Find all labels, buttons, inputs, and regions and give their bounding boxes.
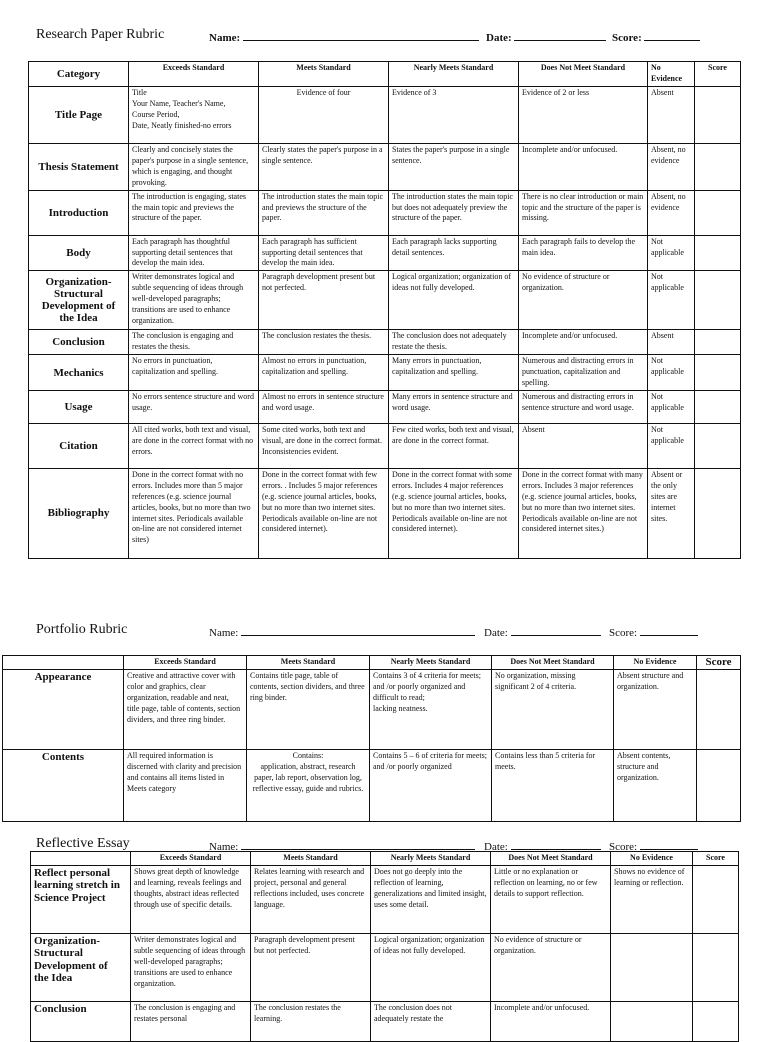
category-cell: Contents (3, 749, 124, 821)
exceeds-cell: Creative and attractive cover with color and graphics, clear organization, readable and neat, title page, table of contents, section dividers, and three ring binder. (124, 669, 247, 749)
does-not-meet-cell: There is no clear introduction or main topic and the structure of the paper is missing. (519, 190, 648, 235)
meets-cell: Almost no errors in punctuation, capitalization and spelling. (259, 355, 389, 391)
no-evidence-cell: Shows no evidence of learning or reflection. (611, 865, 693, 933)
exceeds-cell: Each paragraph has thoughtful supporting detail sentences that develop the main idea. (129, 235, 259, 271)
research-name-field[interactable]: Name: (209, 30, 479, 44)
portfolio-rubric-table (2, 655, 741, 822)
nearly-meets-cell: Done in the correct format with some errors. Includes 4 major references (e.g. science journal articles, books, but no more than two internet sites. Periodicals available on-line are not considered internet). (389, 468, 519, 558)
no-evidence-cell: Absent (648, 87, 695, 144)
header-no-evidence: No Evidence (614, 656, 697, 670)
score-cell[interactable] (695, 355, 741, 391)
score-cell[interactable] (697, 669, 741, 749)
header-no-evidence: No Evidence (611, 852, 693, 866)
category-cell: Mechanics (29, 355, 129, 391)
portfolio-date-field[interactable]: Date: (484, 625, 601, 639)
header-exceeds: Exceeds Standard (124, 656, 247, 670)
score-cell[interactable] (693, 933, 739, 1001)
header-does-not: Does Not Meet Standard (519, 62, 648, 87)
does-not-meet-cell: Evidence of 2 or less (519, 87, 648, 144)
header-nearly: Nearly Meets Standard (370, 656, 492, 670)
score-cell[interactable] (695, 190, 741, 235)
does-not-meet-cell: Little or no explanation or reflection on learning, no or few details to support reflection. (491, 865, 611, 933)
exceeds-cell: Shows great depth of knowledge and learning, reveals feelings and thoughts, abstract ideas reflected through use of specific details. (131, 865, 251, 933)
score-cell[interactable] (697, 749, 741, 821)
no-evidence-cell: Absent contents, structure and organization. (614, 749, 697, 821)
category-cell: Organization- Structural Development of the Idea (31, 933, 131, 1001)
table-row (29, 144, 741, 191)
score-cell[interactable] (695, 271, 741, 330)
table-row (31, 1001, 739, 1041)
table-row (29, 87, 741, 144)
no-evidence-cell: Absent, no evidence (648, 144, 695, 191)
header-meets: Meets Standard (251, 852, 371, 866)
exceeds-cell: All cited works, both text and visual, are done in the correct format with no errors. (129, 423, 259, 468)
header-meets: Meets Standard (247, 656, 370, 670)
meets-cell: Done in the correct format with few errors. . Includes 5 major references (e.g. science journal articles, books, but no more than two internet sites. Periodicals available on-line are not considered internet). (259, 468, 389, 558)
header-nearly: Nearly Meets Standard (389, 62, 519, 87)
category-cell: Body (29, 235, 129, 271)
research-title: Research Paper Rubric (36, 27, 165, 42)
header-does-not: Does Not Meet Standard (492, 656, 614, 670)
reflective-title: Reflective Essay (36, 836, 130, 851)
category-cell: Organization- Structural Development of the Idea (29, 271, 129, 330)
table-row (29, 330, 741, 355)
research-rubric-table (28, 61, 741, 559)
no-evidence-cell: Absent or the only sites are internet sites. (648, 468, 695, 558)
header-nearly: Nearly Meets Standard (371, 852, 491, 866)
score-cell[interactable] (695, 144, 741, 191)
nearly-meets-cell: Logical organization; organization of ideas not fully developed. (371, 933, 491, 1001)
category-cell: Conclusion (31, 1001, 131, 1041)
header-score: Score (697, 656, 741, 670)
reflective-rubric-table (30, 851, 739, 1042)
table-row (29, 271, 741, 330)
header-blank (3, 656, 124, 670)
header-no-evidence: No Evidence (648, 62, 695, 87)
meets-cell: Paragraph development present but not perfected. (251, 933, 371, 1001)
category-cell: Usage (29, 390, 129, 423)
meets-cell: Contains: application, abstract, research paper, lab report, observation log, reflective essay, guide and rubrics. (247, 749, 370, 821)
nearly-meets-cell: Contains 3 of 4 criteria for meets; and /or poorly organized and difficult to read; lacking neatness. (370, 669, 492, 749)
nearly-meets-cell: The introduction states the main topic but does not adequately preview the structure of the paper. (389, 190, 519, 235)
nearly-meets-cell: States the paper's purpose in a single sentence. (389, 144, 519, 191)
meets-cell: The conclusion restates the thesis. (259, 330, 389, 355)
exceeds-cell: The introduction is engaging, states the main topic and previews the structure of the paper. (129, 190, 259, 235)
score-cell[interactable] (695, 390, 741, 423)
header-meets: Meets Standard (259, 62, 389, 87)
score-cell[interactable] (695, 235, 741, 271)
no-evidence-cell: Not applicable (648, 390, 695, 423)
no-evidence-cell: Not applicable (648, 271, 695, 330)
score-cell[interactable] (693, 1001, 739, 1041)
nearly-meets-cell: Does not go deeply into the reflection of learning, generalizations and limited insight, uses some detail. (371, 865, 491, 933)
category-cell: Title Page (29, 87, 129, 144)
research-date-field[interactable]: Date: (486, 30, 606, 44)
category-cell: Citation (29, 423, 129, 468)
portfolio-name-field[interactable]: Name: (209, 625, 475, 639)
no-evidence-cell: Absent (648, 330, 695, 355)
exceeds-cell: Writer demonstrates logical and subtle sequencing of ideas through well-developed paragraphs; transitions are used to enhance organization. (131, 933, 251, 1001)
meets-cell: The introduction states the main topic and previews the structure of the paper. (259, 190, 389, 235)
does-not-meet-cell: Incomplete and/or unfocused. (519, 330, 648, 355)
no-evidence-cell: Absent, no evidence (648, 190, 695, 235)
does-not-meet-cell: Numerous and distracting errors in sentence structure and word usage. (519, 390, 648, 423)
score-cell[interactable] (695, 87, 741, 144)
no-evidence-cell (611, 933, 693, 1001)
table-row (3, 669, 741, 749)
header-category: Category (29, 62, 129, 87)
header-does-not: Does Not Meet Standard (491, 852, 611, 866)
nearly-meets-cell: The conclusion does not adequately restate the (371, 1001, 491, 1041)
nearly-meets-cell: Logical organization; organization of ideas not fully developed. (389, 271, 519, 330)
exceeds-cell: The conclusion is engaging and restates personal (131, 1001, 251, 1041)
meets-cell: Relates learning with research and project, personal and general reflections included, uses concrete language. (251, 865, 371, 933)
does-not-meet-cell: Done in the correct format with many errors. Includes 3 major references (e.g. science journal articles, books, but no more than two internet sites. Periodicals available on-line are not considered internet sites.) (519, 468, 648, 558)
table-row (29, 390, 741, 423)
no-evidence-cell: Not applicable (648, 235, 695, 271)
does-not-meet-cell: No evidence of structure or organization. (519, 271, 648, 330)
meets-cell: Clearly states the paper's purpose in a single sentence. (259, 144, 389, 191)
does-not-meet-cell: Numerous and distracting errors in punctuation, capitalization and spelling. (519, 355, 648, 391)
portfolio-score-field[interactable]: Score: (609, 625, 698, 639)
no-evidence-cell: Not applicable (648, 423, 695, 468)
table-row (29, 190, 741, 235)
does-not-meet-cell: No evidence of structure or organization. (491, 933, 611, 1001)
nearly-meets-cell: Few cited works, both text and visual, are done in the correct format. (389, 423, 519, 468)
does-not-meet-cell: Each paragraph fails to develop the main idea. (519, 235, 648, 271)
exceeds-cell: Clearly and concisely states the paper's purpose in a single sentence, which is engaging, and thought provoking. (129, 144, 259, 191)
table-row (29, 235, 741, 271)
exceeds-cell: All required information is discerned with clarity and precision and contains all items listed in Meets category (124, 749, 247, 821)
research-score-field[interactable]: Score: (612, 30, 700, 44)
no-evidence-cell (611, 1001, 693, 1041)
nearly-meets-cell: Many errors in punctuation, capitalization and spelling. (389, 355, 519, 391)
nearly-meets-cell: Contains 5 – 6 of criteria for meets; and /or poorly organized (370, 749, 492, 821)
nearly-meets-cell: Evidence of 3 (389, 87, 519, 144)
reflective-name-field[interactable]: Name: (209, 839, 475, 853)
table-row (29, 468, 741, 558)
meets-cell: Almost no errors in sentence structure and word usage. (259, 390, 389, 423)
category-cell: Conclusion (29, 330, 129, 355)
score-cell[interactable] (693, 865, 739, 933)
score-cell[interactable] (695, 468, 741, 558)
category-cell: Appearance (3, 669, 124, 749)
no-evidence-cell: Absent structure and organization. (614, 669, 697, 749)
table-row (31, 865, 739, 933)
meets-cell: Paragraph development present but not perfected. (259, 271, 389, 330)
reflective-score-field[interactable]: Score: (609, 839, 698, 853)
exceeds-cell: Done in the correct format with no errors. Includes more than 5 major references (e.g. science journal articles, books, but no more than two internet sites. Periodicals available on-line are not considered internet sites) (129, 468, 259, 558)
reflective-date-field[interactable]: Date: (484, 839, 601, 853)
table-row (31, 933, 739, 1001)
does-not-meet-cell: No organization, missing significant 2 of 4 criteria. (492, 669, 614, 749)
meets-cell: Contains title page, table of contents, section dividers, and three ring binder. (247, 669, 370, 749)
does-not-meet-cell: Incomplete and/or unfocused. (519, 144, 648, 191)
header-score: Score (693, 852, 739, 866)
score-cell[interactable] (695, 330, 741, 355)
table-row (29, 423, 741, 468)
score-cell[interactable] (695, 423, 741, 468)
meets-cell: Each paragraph has sufficient supporting detail sentences that develop the main idea. (259, 235, 389, 271)
does-not-meet-cell: Absent (519, 423, 648, 468)
header-exceeds: Exceeds Standard (129, 62, 259, 87)
category-cell: Reflect personal learning stretch in Science Project (31, 865, 131, 933)
meets-cell: The conclusion restates the learning. (251, 1001, 371, 1041)
category-cell: Introduction (29, 190, 129, 235)
does-not-meet-cell: Contains less than 5 criteria for meets. (492, 749, 614, 821)
exceeds-cell: The conclusion is engaging and restates the thesis. (129, 330, 259, 355)
header-score: Score (695, 62, 741, 87)
exceeds-cell: Title Your Name, Teacher's Name, Course Period, Date, Neatly finished-no errors (129, 87, 259, 144)
does-not-meet-cell: Incomplete and/or unfocused. (491, 1001, 611, 1041)
header-blank (31, 852, 131, 866)
portfolio-title: Portfolio Rubric (36, 622, 128, 637)
table-row (29, 355, 741, 391)
category-cell: Thesis Statement (29, 144, 129, 191)
exceeds-cell: No errors sentence structure and word usage. (129, 390, 259, 423)
nearly-meets-cell: The conclusion does not adequately restate the thesis. (389, 330, 519, 355)
nearly-meets-cell: Many errors in sentence structure and word usage. (389, 390, 519, 423)
category-cell: Bibliography (29, 468, 129, 558)
no-evidence-cell: Not applicable (648, 355, 695, 391)
header-exceeds: Exceeds Standard (131, 852, 251, 866)
exceeds-cell: Writer demonstrates logical and subtle sequencing of ideas through well-developed paragraphs; transitions are used to enhance organization. (129, 271, 259, 330)
meets-cell: Evidence of four (259, 87, 389, 144)
exceeds-cell: No errors in punctuation, capitalization and spelling. (129, 355, 259, 391)
nearly-meets-cell: Each paragraph lacks supporting detail sentences. (389, 235, 519, 271)
meets-cell: Some cited works, both text and visual, are done in the correct format. Inconsistencies evident. (259, 423, 389, 468)
table-row (3, 749, 741, 821)
